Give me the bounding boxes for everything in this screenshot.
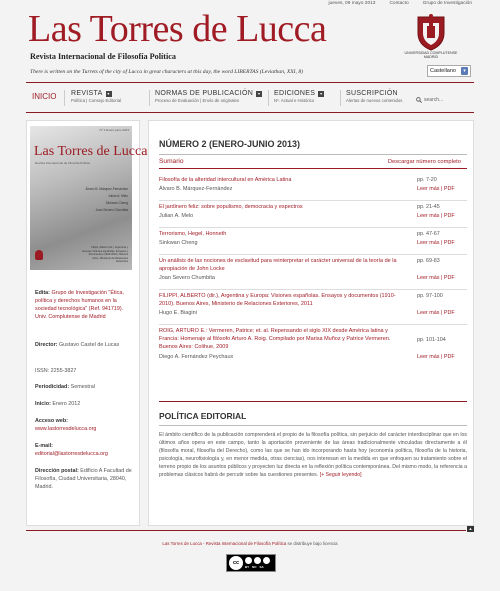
read-more-link[interactable]: [+ Seguir leyendo] [319, 472, 362, 479]
nav-ediciones[interactable] [274, 90, 324, 103]
read-more-link[interactable]: Leer más [417, 275, 440, 281]
site-title[interactable]: Las Torres de Lucca [28, 8, 327, 50]
cc-icon: cc [229, 556, 243, 570]
read-more-link[interactable]: Leer más [417, 354, 440, 360]
article-title[interactable]: ROIG, ARTURO E.: Vermeren, Patrice; et. al. Repensando el siglo XIX desde América latina y Francia: Homenaje al filósofo Arturo A. Roig. Compilado por Marisa Muñoz y Patrice Vermeren. Buenos Aires: Colihue, 2009 [159, 328, 391, 350]
article-pages: pp. 47-67 [417, 231, 440, 237]
chevron-down-icon: ▾ [461, 67, 468, 75]
nav-revista-label: REVISTA [71, 90, 103, 97]
nav-normas-sub[interactable]: Proceso de Evaluación | Envío de originales [155, 98, 240, 103]
footer-subtitle[interactable]: Revista Internacional de Filosofía Política [205, 541, 287, 546]
top-links [329, 1, 472, 6]
divider [159, 200, 467, 201]
article-pages: pp. 7-20 [417, 177, 437, 183]
footer-text: Las Torres de Lucca - Revista Internacional de Filosofía Política se distribuye bajo licencia [162, 541, 338, 546]
creative-commons-badge[interactable]: cc BY NC SA [226, 554, 276, 572]
attribution-icon [245, 557, 252, 564]
divider [159, 254, 467, 255]
dropdown-icon[interactable]: ▾ [320, 90, 323, 96]
sharealike-icon [263, 557, 270, 564]
article-pages: pp. 97-100 [417, 293, 443, 299]
search-icon [416, 97, 422, 103]
divider [159, 227, 467, 228]
footer-brand[interactable]: Las Torres de Lucca [162, 541, 202, 546]
divider [159, 324, 467, 325]
pdf-link[interactable]: PDF [443, 275, 455, 281]
sidebar-director: Director: Gustavo Castel de Lucas [35, 342, 120, 348]
politica-editorial-heading: POLÍTICA EDITORIAL [159, 411, 247, 421]
contact-link[interactable]: Contacto [389, 1, 409, 6]
sidebar-address: Dirección postal: Edificio A Facultad de Filosofía, Ciudad Universitaria, 28040, Madrid. [35, 468, 132, 491]
article-title[interactable]: Un análisis de las nociones de esclavitud para reinterpretar el carácter universal de la teoría de la apropiación de John Locke [159, 258, 397, 272]
divider [159, 289, 467, 290]
nav-separator [64, 90, 65, 106]
divider [159, 425, 467, 426]
cover-bottom-text: Filippi, Alberto (dir.), Argentina y Europa: Visiones españolas. Ensayos y documentos (1910-2010). Buenos Aires, Ministerio de Relaciones Exteriores [82, 245, 128, 264]
language-select[interactable] [427, 65, 471, 77]
nav-revista-sub[interactable]: Política | Consejo Editorial [71, 98, 122, 103]
research-group-link[interactable]: Grupo de Investigación [422, 1, 472, 6]
article-author: Álvaro B. Márquez-Fernández [159, 186, 233, 192]
divider [159, 154, 467, 155]
pdf-link[interactable]: PDF [443, 186, 455, 192]
sidebar-edita: Edita: Grupo de Investigación "Ética, política y derechos humanos en la sociedad tecnológica" (Ref. 941719). Univ. Complutense de Madrid [35, 290, 124, 321]
website-link[interactable]: www.lastorresdelucca.org [35, 426, 97, 433]
sidebar-periodicidad: Periodicidad: Semestral [35, 384, 95, 390]
article-title[interactable]: Terrorismo, Hegel, Honneth [159, 231, 227, 237]
divider [159, 401, 467, 402]
cover-title: Las Torres de Lucca [34, 144, 148, 159]
article-author: Sinkwan Cheng [159, 240, 198, 246]
cover-seal-icon [35, 250, 43, 260]
search-input[interactable]: search... [424, 97, 444, 103]
issue-cover-image[interactable] [30, 126, 148, 270]
nav-ediciones-sub[interactable]: Nº. Actual e Histórico [274, 98, 315, 103]
footer-divider [26, 530, 466, 531]
university-seal-icon[interactable] [414, 13, 448, 51]
nav-home[interactable]: INICIO [32, 92, 57, 101]
read-more-link[interactable]: Leer más [417, 310, 440, 316]
dropdown-icon[interactable]: ▾ [107, 90, 110, 96]
cover-subtitle: Revista Internacional de Filosofía Política [35, 161, 91, 165]
nav-revista[interactable] [71, 90, 121, 103]
university-name: UNIVERSIDAD COMPLUTENSE MADRID [404, 51, 458, 60]
sidebar-email: E-mail: editorial@lastorresdelucca.org [35, 443, 108, 458]
nav-suscripcion-label: SUSCRIPCIÓN [346, 90, 398, 97]
noncommercial-icon [254, 557, 261, 564]
dropdown-icon[interactable]: ▾ [257, 90, 261, 96]
cover-authors: Álvaro B. Márquez-Fernández Julian A. Melo Sinkwan Cheng Joan Severo Chumbita [85, 187, 128, 213]
pdf-link[interactable]: PDF [443, 354, 455, 360]
nav-separator [268, 90, 269, 106]
article-pages: pp. 21-45 [417, 204, 440, 210]
nav-separator [149, 90, 150, 106]
pdf-link[interactable]: PDF [443, 213, 455, 219]
read-more-link[interactable]: Leer más [417, 186, 440, 192]
read-more-link[interactable]: Leer más [417, 240, 440, 246]
article-author: Diego A. Fernández Peychaux [159, 354, 234, 360]
article-author: Hugo E. Biagini [159, 310, 197, 316]
divider [159, 168, 467, 169]
email-link[interactable]: editorial@lastorresdelucca.org [35, 451, 108, 458]
sidebar-issn: ISSN: 2255-3827 [35, 368, 77, 374]
research-group-link[interactable]: Grupo de Investigación "Ética, política y derechos humanos en la sociedad tecnológica" (Ref. 941719). Univ. Complutense de Madrid [35, 290, 124, 321]
nav-normas[interactable] [155, 90, 262, 103]
article-author: Julian A. Melo [159, 213, 194, 219]
nav-ediciones-label: EDICIONES [274, 90, 316, 97]
site-subtitle: Revista Internacional de Filosofía Política [30, 52, 176, 61]
article-pages: pp. 101-104 [417, 337, 446, 343]
nav-normas-label: NORMAS DE PUBLICACIÓN [155, 90, 254, 97]
article-title[interactable]: Filosofía de la alteridad intercultural en América Latina [159, 177, 292, 183]
politica-editorial-text: El ámbito científico de la publicación comprenderá el propio de la filosofía política, sin perjuicio del carácter interdisciplinar que en los últimos años opera en este campo, tanto la aportación proveniente de las áreas tradicionalmente vinculadas directamente a él (filosofía moral, filosofía del Derecho), como las que se han ido incorporando hasta hoy (economía política, filosofía de la historia, psicología, neurofisiología y, en menor medida, otras ciencias), nos interesan en la medida en que enfoquen su tratamiento sobre el terreno propio de los asuntos públicos y proyecten luz directa en la reflexión política contemporánea. Del mismo modo, la referencia a problemas clásicos habrá de percutir sobre las cuestiones presentes. [+ Seguir leyendo] [159, 432, 467, 479]
read-more-link[interactable]: Leer más [417, 213, 440, 219]
article-author: Joan Severo Chumbita [159, 275, 215, 281]
article-pages: pp. 69-83 [417, 258, 440, 264]
nav-divider-bottom [26, 112, 474, 113]
article-title[interactable]: FILIPPI, ALBERTO (dir.), Argentina y Europa: Visiones españolas. Ensayos y documentos (1910-2010). Buenos Aires, Ministerio de Relaciones Exteriores, 2011 [159, 293, 396, 307]
sidebar-web: Acceso web: www.lastorresdelucca.org [35, 418, 97, 433]
sidebar [26, 120, 148, 526]
pdf-link[interactable]: PDF [443, 310, 455, 316]
issue-title: NÚMERO 2 (ENERO-JUNIO 2013) [159, 139, 301, 149]
sidebar-inicio: Inicio: Enero 2012 [35, 401, 81, 407]
search-box[interactable] [416, 97, 443, 103]
pdf-link[interactable]: PDF [443, 240, 455, 246]
current-date: jueves, 09 mayo 2013 [328, 1, 376, 6]
nav-separator [340, 90, 341, 106]
cover-issue: Nº 2 Enero-junio 2013 [99, 128, 129, 132]
nav-suscripcion-sub[interactable]: Alertas de nuevos contenidos [346, 98, 403, 103]
download-issue-link[interactable]: Descargar número completo [387, 159, 461, 165]
nav-divider-top [26, 82, 474, 83]
sumario-heading: Sumario [159, 158, 184, 165]
main-nav [26, 86, 474, 110]
language-selected: Castellano [430, 68, 456, 74]
scroll-top-icon[interactable]: ▲ [468, 526, 473, 531]
main-content: NÚMERO 2 (ENERO-JUNIO 2013) Sumario Descargar número completo Filosofía de la alteridad intercultural en América Latina Álvaro B. Márquez-Fernández pp. 7-20 Leer más | PDF El jardinero feliz: sobre populismo, democracia y espectros Julian A. Melo pp. 21-45 Leer más | PDF Terrorismo, Hegel, Honneth Sinkwan Cheng pp. 47-67 Leer más | PDF Un análisis de las nociones de esclavitud para reinterpretar el carácter universal de la teoría de la apropiación de John Locke Joan Severo Chumbita pp. 69-83 Leer más | PDF FILIPPI, ALBERTO (dir.), Argentina y Europa: Visiones españolas. Ensayos y documentos (1910-2010). Buenos Aires, Ministerio de Relaciones Exteriores, 2011 Hugo E. Biagini pp. 97-100 Leer más | PDF ROIG, ARTURO E.: Vermeren, Patrice; et. al. Repensando el siglo XIX desde América latina y Francia: Homenaje al filósofo Arturo A. Roig. Compilado por Marisa Muñoz y Patrice Vermeren. Buenos Aires: Colihue, 2009 Diego A. Fernández Peychaux pp. 101-104 Leer más | PDF POLÍTICA EDITORIAL El ámbito científico de la publicación comprenderá el propio de la filosofía política, sin perjuicio del carácter interdisciplinar que en los últimos años opera en este campo, tanto la aportación proveniente de las áreas tradicionalmente vinculadas directamente a él (filosofía moral, filosofía del Derecho), como las que se han ido incorporando hasta hoy (economía política, filosofía de la historia, psicología, neurofisiología y, en menor medida, otras ciencias), nos interesan en la medida en que enfoquen su tratamiento sobre el terreno propio de los asuntos públicos y proyecten luz directa en la reflexión política contemporánea. Del mismo modo, la referencia a problemas clásicos habrá de percutir sobre las cuestiones presentes. [+ Seguir leyendo] [148, 120, 474, 526]
site-quote: There is written on the Turrets of the city of Lucca in great characters at this day, the word LIBERTAS (Leviathan, XXI, 8) [30, 69, 303, 75]
article-title[interactable]: El jardinero feliz: sobre populismo, democracia y espectros [159, 204, 303, 210]
nav-suscripcion[interactable] [346, 90, 402, 103]
